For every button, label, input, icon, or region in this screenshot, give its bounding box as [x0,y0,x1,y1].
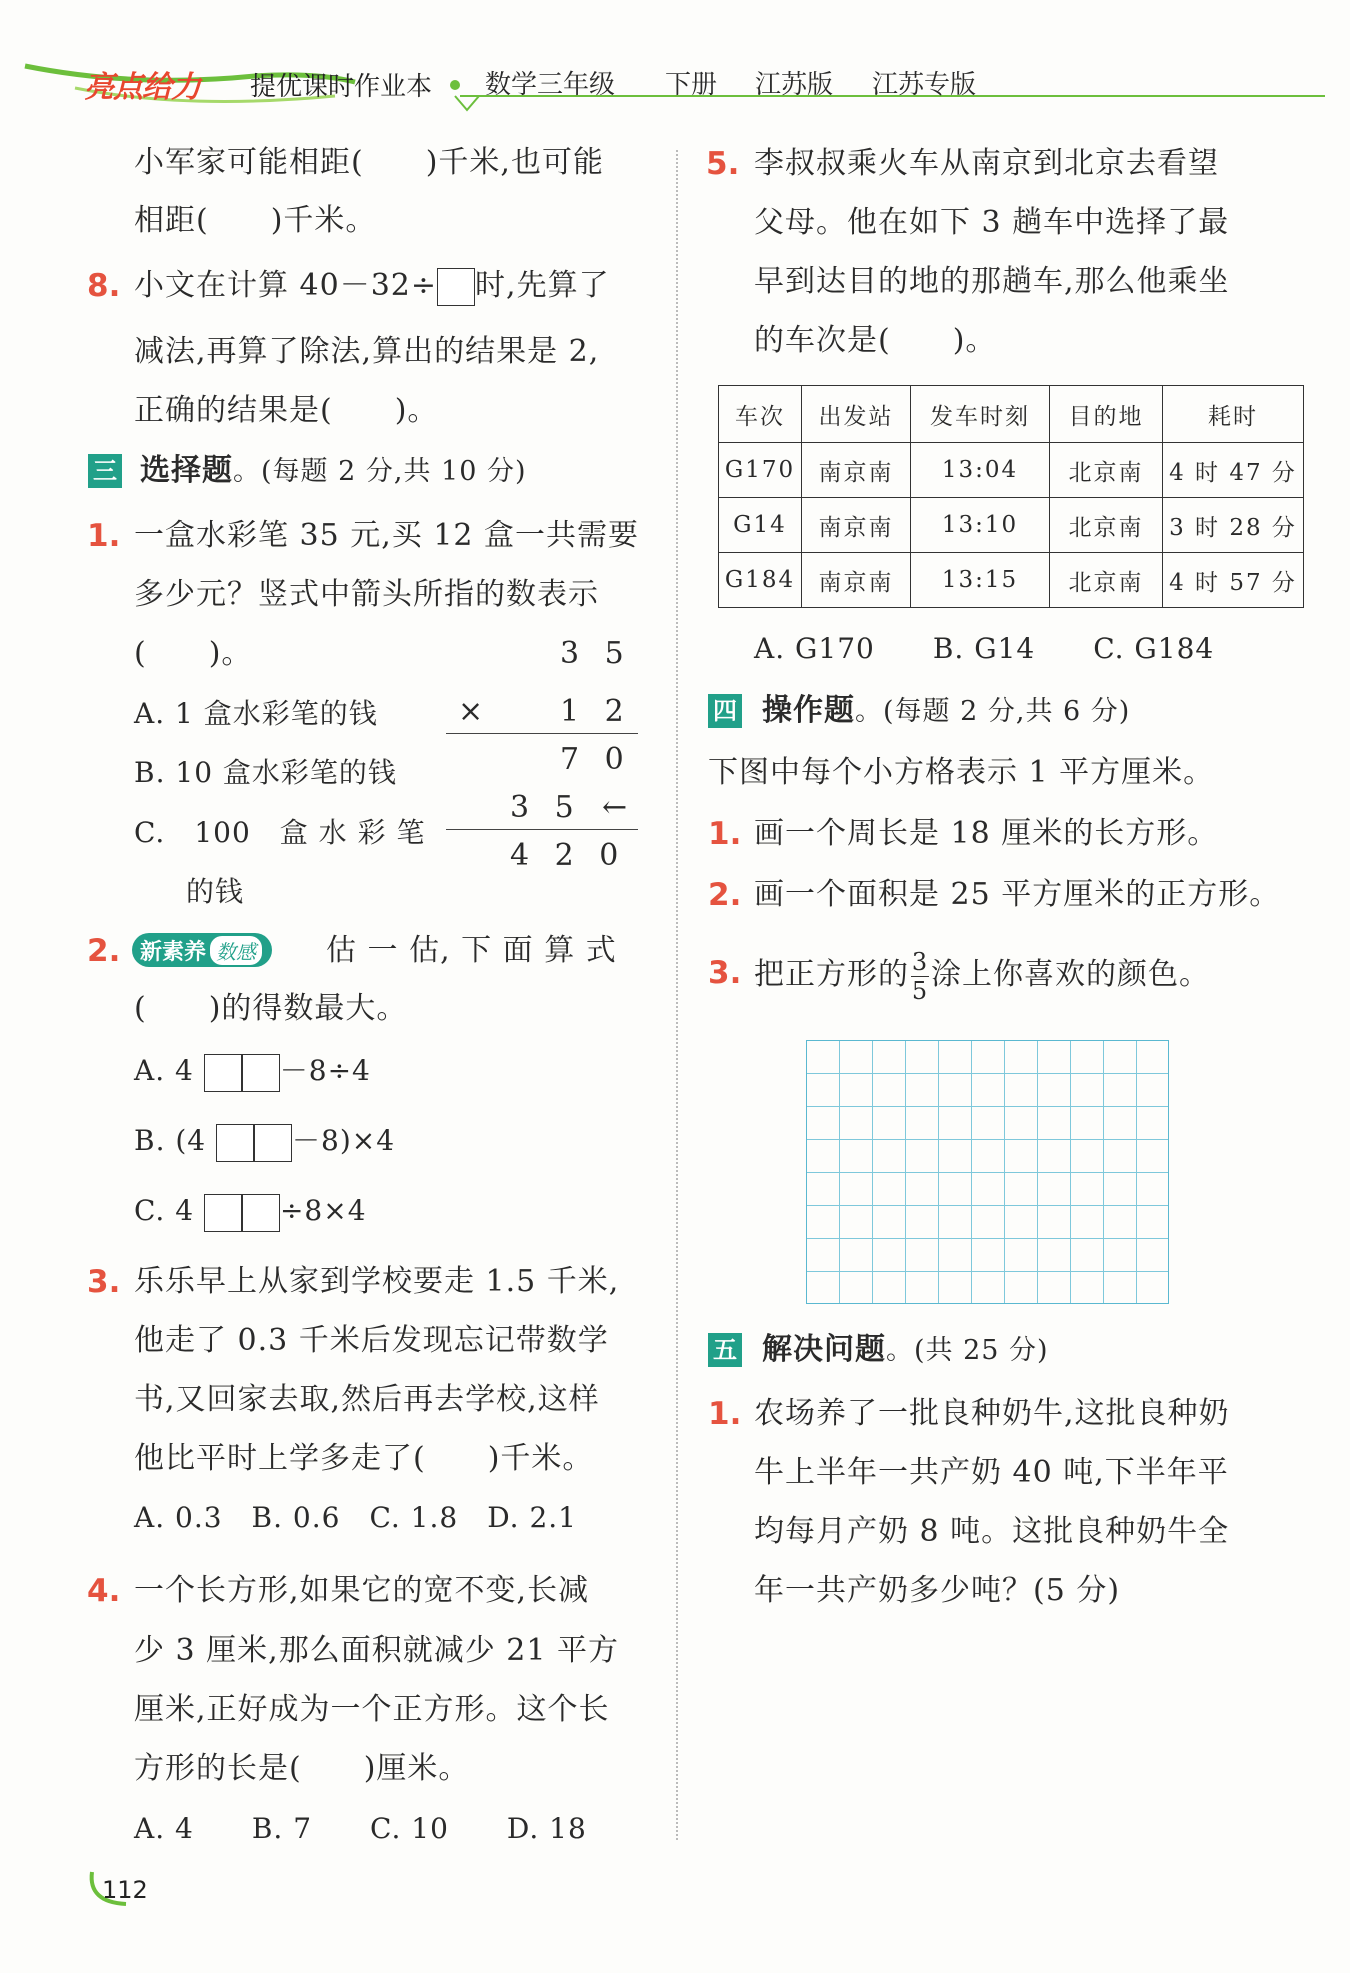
o3-text: 把正方形的 $\frac{3}{5}$ 涂上你喜欢的颜色。 [754,947,1210,1005]
table-cell: 北京南 [1050,498,1163,553]
train-schedule-table [718,385,1304,608]
q8-line2: 减法,再算了除法,算出的结果是 2, [134,334,600,369]
header-volume: 下册 [665,70,718,100]
q8-line1: 小文在计算 40－32÷ 时,先算了 [134,268,610,306]
calc-row-4: 3 5 [510,790,575,825]
o1-text: 画一个周长是 18 厘米的长方形。 [754,816,1219,851]
c3-line2: 他走了 0.3 千米后发现忘记带数学 [134,1323,609,1358]
square-grid-canvas[interactable] [806,1040,1169,1304]
c4-line3: 厘米,正好成为一个正方形。这个长 [134,1692,610,1727]
c5-options[interactable]: A. G170 B. G14 C. G184 [754,632,1215,665]
p1-line4: 年一共产奶多少吨？(5 分) [754,1573,1121,1608]
brand-logo: 亮点给力 [84,70,200,105]
c1-number: 1. [87,518,121,554]
table-cell: 南京南 [802,443,911,498]
q8-line3: 正确的结果是( )。 [134,393,439,428]
c4-number: 4. [87,1573,121,1609]
section-3-icon: 三 [88,454,122,488]
arrow-left-icon: ← [602,790,629,825]
table-row [719,443,1304,498]
header-subject: 数学三年级 [485,70,616,100]
c3-options[interactable]: A. 0.3 B. 0.6 C. 1.8 D. 2.1 [134,1501,577,1534]
c5-line3: 早到达目的地的那趟车,那么他乘坐 [754,264,1230,299]
column-divider [676,150,678,1840]
dot-icon [450,80,460,90]
calc-times: × [458,694,485,729]
table-cell: 4 时 47 分 [1163,443,1304,498]
table-cell: 3 时 28 分 [1163,498,1304,553]
page-number: 112 [102,1876,148,1904]
fraction-three-fifths: $\frac{3}{5}$ [911,947,929,1005]
c2-option-a[interactable]: A. 4 －8÷4 [134,1053,371,1092]
c4-line4: 方形的长是( )厘米。 [134,1751,470,1786]
o2-text: 画一个面积是 25 平方厘米的正方形。 [754,877,1281,912]
c3-number: 3. [87,1264,121,1300]
c5-line4: 的车次是( )。 [754,323,997,358]
table-header: 目的地 [1050,386,1163,443]
section-5-heading: 解决问题。(共 25 分) [762,1332,1049,1367]
c2-line1: 估 一 估, 下 面 算 式 [326,933,617,968]
table-row [719,498,1304,553]
calc-row-1: 3 5 [560,636,625,671]
p1-line1: 农场养了一批良种奶牛,这批良种奶 [754,1396,1230,1431]
c1-option-b[interactable]: B. 10 盒水彩笔的钱 [134,756,397,789]
c2-line2: ( )的得数最大。 [134,991,408,1026]
table-cell: 4 时 57 分 [1163,553,1304,608]
section-4-icon: 四 [708,694,742,728]
section-4-heading: 操作题。(每题 2 分,共 6 分) [762,693,1131,728]
header-edition-special: 江苏专版 [872,70,977,100]
o2-number: 2. [708,877,742,913]
calc-line-2 [446,829,638,830]
section-3-heading: 选择题。(每题 2 分,共 10 分) [140,453,527,488]
table-cell: 北京南 [1050,443,1163,498]
table-header: 发车时刻 [911,386,1050,443]
c5-number: 5. [706,146,740,182]
c2-number: 2. [87,933,121,969]
c2-option-c[interactable]: C. 4 ÷8×4 [134,1193,367,1232]
new-literacy-badge: 新素养 数感 [132,933,272,967]
c1-line1: 一盒水彩笔 35 元,买 12 盒一共需要 [134,518,640,553]
c4-options[interactable]: A. 4 B. 7 C. 10 D. 18 [134,1812,587,1845]
table-header: 出发站 [802,386,911,443]
c2-option-b[interactable]: B. (4 －8)×4 [134,1123,395,1162]
book-title: 提优课时作业本 [250,72,433,102]
c3-line4: 他比平时上学多走了( )千米。 [134,1441,594,1476]
q7-line1: 小军家可能相距( )千米,也可能 [134,145,604,180]
o1-number: 1. [708,816,742,852]
table-cell: 南京南 [802,498,911,553]
c4-line2: 少 3 厘米,那么面积就减少 21 平方 [134,1633,619,1668]
table-cell: 13:10 [911,498,1050,553]
table-cell: G170 [719,443,802,498]
c1-option-c-cont: 的钱 [186,875,245,908]
c4-line1: 一个长方形,如果它的宽不变,长减 [134,1573,590,1608]
c5-line1: 李叔叔乘火车从南京到北京去看望 [754,146,1219,181]
section-4-intro: 下图中每个小方格表示 1 平方厘米。 [708,755,1215,790]
calc-row-2: 1 2 [560,694,625,729]
q7-line2: 相距( )千米。 [134,203,377,238]
q8-number: 8. [87,268,121,304]
answer-box[interactable] [437,268,475,306]
table-header: 车次 [719,386,802,443]
table-row [719,553,1304,608]
c5-line2: 父母。他在如下 3 趟车中选择了最 [754,205,1230,240]
table-header: 耗时 [1163,386,1304,443]
p1-number: 1. [708,1396,742,1432]
calc-row-5: 4 2 0 [510,838,620,873]
c3-line1: 乐乐早上从家到学校要走 1.5 千米, [134,1264,620,1299]
table-cell: G184 [719,553,802,608]
c1-line3: ( )。 [134,636,253,671]
calc-line-1 [446,733,638,734]
c1-option-a[interactable]: A. 1 盒水彩笔的钱 [134,697,378,730]
table-cell: 13:04 [911,443,1050,498]
table-cell: 南京南 [802,553,911,608]
table-header-row [719,386,1304,443]
table-cell: 13:15 [911,553,1050,608]
header-edition: 江苏版 [755,70,834,100]
p1-line2: 牛上半年一共产奶 40 吨,下半年平 [754,1455,1229,1490]
o3-number: 3. [708,955,742,991]
c1-line2: 多少元？竖式中箭头所指的数表示 [134,577,599,612]
table-cell: G14 [719,498,802,553]
c3-line3: 书,又回家去取,然后再去学校,这样 [134,1382,600,1417]
c1-option-c[interactable]: C. 100 盒 水 彩 笔 [134,816,426,849]
calc-row-3: 7 0 [560,742,625,777]
table-cell: 北京南 [1050,553,1163,608]
section-5-icon: 五 [708,1333,742,1367]
p1-line3: 均每月产奶 8 吨。这批良种奶牛全 [754,1514,1230,1549]
